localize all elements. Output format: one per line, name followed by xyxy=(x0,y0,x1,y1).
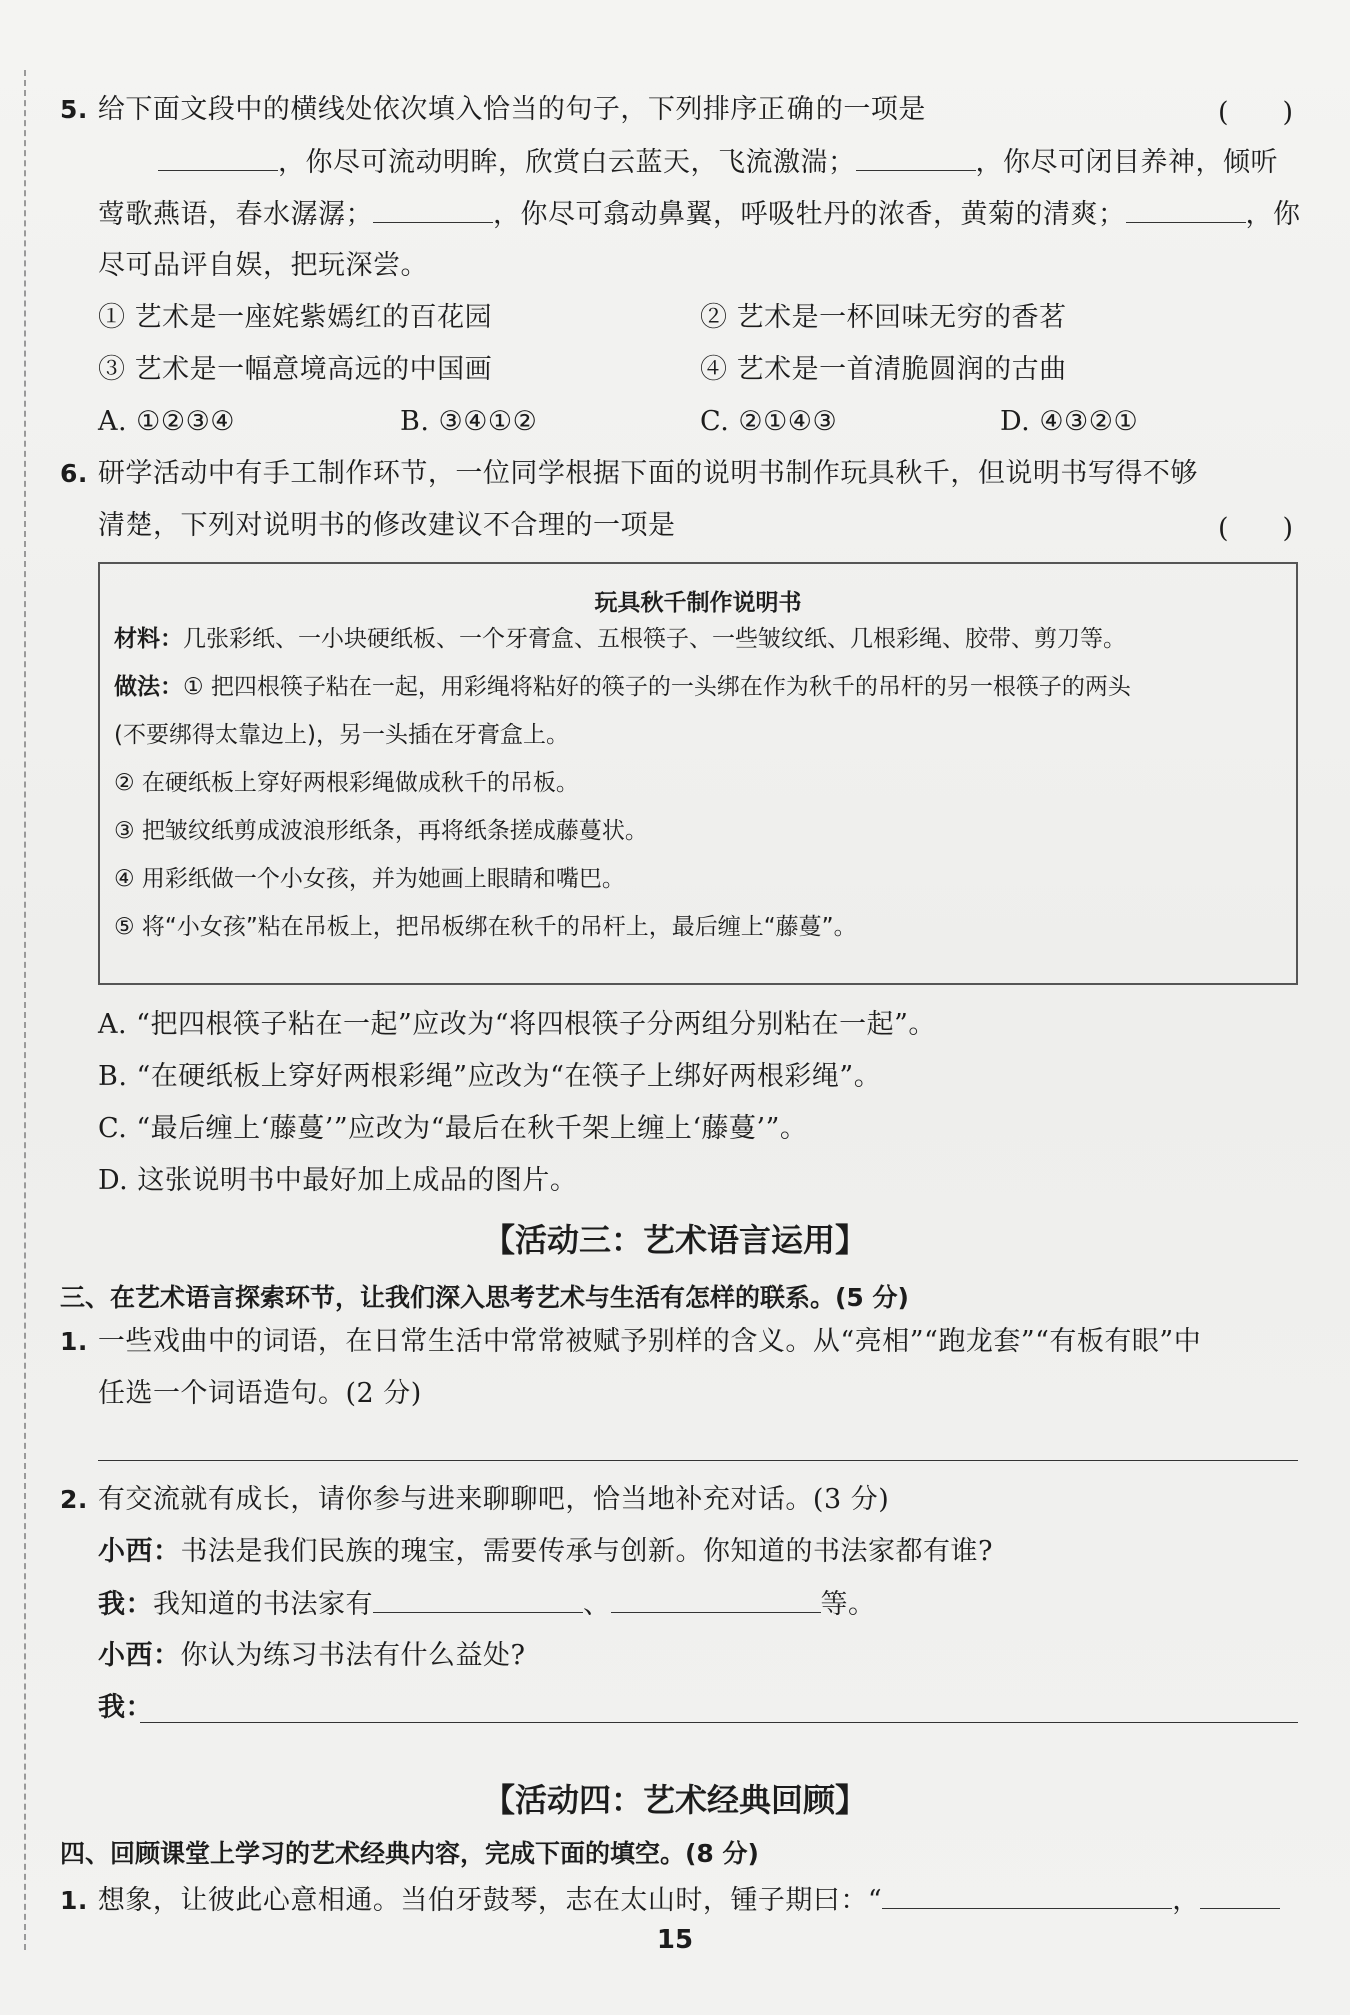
activity-3-heading: 【活动三：艺术语言运用】 xyxy=(482,1221,867,1259)
q6-option-a[interactable]: A. “把四根筷子粘在一起”应改为“将四根筷子分两组分别粘在一起”。 xyxy=(98,1009,936,1040)
blank-3[interactable] xyxy=(373,194,493,223)
q5-passage-line1: ，你尽可流动明眸，欣赏白云蓝天，飞流激湍； ，你尽可闭目养神，倾听 xyxy=(158,142,1278,183)
q5-item-1: ① 艺术是一座姹紫嫣红的百花园 xyxy=(98,302,493,333)
a3-q1-line2: 任选一个词语造句。(2 分) xyxy=(98,1378,422,1409)
calligrapher-blank-1[interactable] xyxy=(373,1584,583,1613)
q6-option-b[interactable]: B. “在硬纸板上穿好两根彩绳”应改为“在筷子上绑好两根彩绳”。 xyxy=(98,1061,882,1092)
q6-stem-line2: 清楚，下列对说明书的修改建议不合理的一项是 xyxy=(98,510,676,541)
a4-q1-blank-1[interactable] xyxy=(882,1880,1172,1909)
q6-stem-line1: 6. 研学活动中有手工制作环节，一位同学根据下面的说明书制作玩具秋千，但说明书写得不够 xyxy=(60,458,1198,489)
a4-q1-line: 1. 想象，让彼此心意相通。当伯牙鼓琴，志在太山时，锺子期曰：“ ， xyxy=(60,1880,1280,1921)
manual-title: 玩具秋千制作说明书 xyxy=(594,590,802,616)
a3-q2-stem: 2. 有交流就有成长，请你参与进来聊聊吧，恰当地补充对话。(3 分) xyxy=(60,1484,890,1515)
dialogue-line-2: 我：我知道的书法家有 、 等。 xyxy=(98,1584,876,1625)
q5-option-c[interactable]: C. ②①④③ xyxy=(700,406,838,437)
a3-q1-line1: 1. 一些戏曲中的词语，在日常生活中常常被赋予别样的含义。从“亮相”“跑龙套”“有板有眼”中 xyxy=(60,1326,1202,1357)
dialogue-line-3: 小西：你认为练习书法有什么益处? xyxy=(98,1640,526,1671)
manual-step-5: ⑤ 将“小女孩”粘在吊板上，把吊板绑在秋千的吊杆上，最后缠上“藤蔓”。 xyxy=(114,914,857,940)
blank-4[interactable] xyxy=(1126,194,1246,223)
manual-step-1a: 做法：① 把四根筷子粘在一起，用彩绳将粘好的筷子的一头绑在作为秋千的吊杆的另一根筷子的两头 xyxy=(114,674,1131,700)
emphasized-phrase: 不合理 xyxy=(483,510,566,541)
manual-step-1b: (不要绑得太靠边上)，另一头插在牙膏盒上。 xyxy=(114,722,569,748)
manual-step-4: ④ 用彩纸做一个小女孩，并为她画上眼睛和嘴巴。 xyxy=(114,866,625,892)
dialogue-line-4: 我： xyxy=(98,1692,153,1723)
section-3-title: 三、在艺术语言探索环节，让我们深入思考艺术与生活有怎样的联系。(5 分) xyxy=(60,1283,909,1312)
q5-passage-line3: 尽可品评自娱，把玩深尝。 xyxy=(98,250,428,281)
q5-option-a[interactable]: A. ①②③④ xyxy=(98,406,235,437)
q5-option-b[interactable]: B. ③④①② xyxy=(400,406,538,437)
q5-passage-line2: 莺歌燕语，春水潺潺； ，你尽可翕动鼻翼，呼吸牡丹的浓香，黄菊的清爽； ，你 xyxy=(98,194,1301,235)
q5-answer-paren[interactable]: ( ) xyxy=(1218,97,1294,128)
activity-4-heading: 【活动四：艺术经典回顾】 xyxy=(482,1781,867,1819)
emphasized-word: 正确 xyxy=(757,94,816,125)
q5-item-3: ③ 艺术是一幅意境高远的中国画 xyxy=(98,354,493,385)
manual-materials: 材料：几张彩纸、一小块硬纸板、一个牙膏盒、五根筷子、一些皱纹纸、几根彩绳、胶带、剪刀等。 xyxy=(114,626,1126,652)
blank-1[interactable] xyxy=(158,142,278,171)
q5-item-2: ② 艺术是一杯回味无穷的香茗 xyxy=(700,302,1067,333)
manual-step-3: ③ 把皱纹纸剪成波浪形纸条，再将纸条搓成藤蔓状。 xyxy=(114,818,648,844)
q6-option-c[interactable]: C. “最后缠上‘藤蔓’”应改为“最后在秋千架上缠上‘藤蔓’”。 xyxy=(98,1113,808,1144)
q5-option-d[interactable]: D. ④③②① xyxy=(1000,406,1139,437)
calligrapher-blank-2[interactable] xyxy=(611,1584,821,1613)
q6-answer-paren[interactable]: ( ) xyxy=(1218,513,1294,544)
a4-q1-blank-2[interactable] xyxy=(1200,1880,1280,1909)
instruction-manual-box xyxy=(98,562,1298,985)
binding-margin-line xyxy=(24,70,26,1950)
calligraphy-benefit-answer-line[interactable] xyxy=(140,1722,1298,1723)
page-number: 15 xyxy=(656,1925,694,1955)
blank-2[interactable] xyxy=(856,142,976,171)
section-4-title: 四、回顾课堂上学习的艺术经典内容，完成下面的填空。(8 分) xyxy=(60,1839,759,1868)
a3-q1-answer-line[interactable] xyxy=(98,1460,1298,1461)
q5-item-4: ④ 艺术是一首清脆圆润的古曲 xyxy=(700,354,1067,385)
q6-option-d[interactable]: D. 这张说明书中最好加上成品的图片。 xyxy=(98,1165,578,1196)
q5-stem: 5. 给下面文段中的横线处依次填入恰当的句子，下列排序正确的一项是 xyxy=(60,94,926,125)
manual-step-2: ② 在硬纸板上穿好两根彩绳做成秋千的吊板。 xyxy=(114,770,579,796)
dialogue-line-1: 小西：书法是我们民族的瑰宝，需要传承与创新。你知道的书法家都有谁? xyxy=(98,1536,993,1567)
